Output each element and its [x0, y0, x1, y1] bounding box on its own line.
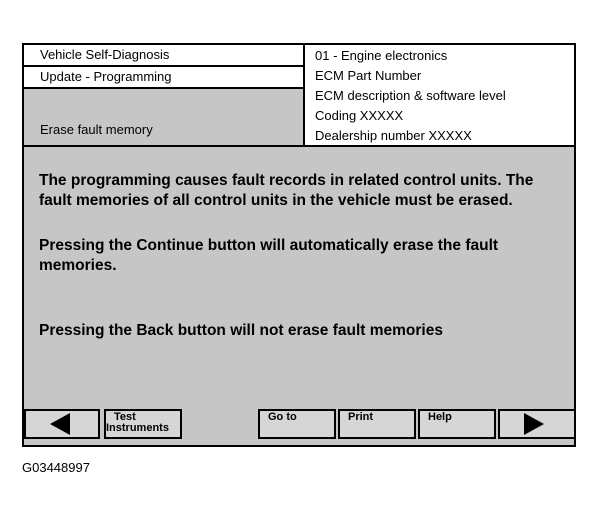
arrow-right-icon — [524, 413, 544, 435]
figure-code: G03448997 — [22, 460, 90, 475]
ecm-part-number-label: ECM Part Number — [315, 68, 422, 83]
help-button[interactable] — [418, 409, 496, 439]
nav-item-update-programming[interactable]: Update - Programming — [24, 67, 303, 89]
coding-label: Coding XXXXX — [315, 108, 404, 123]
goto-label: Go to — [268, 411, 297, 423]
vehicle-info-panel — [305, 45, 576, 145]
module-label: 01 - Engine electronics — [315, 48, 448, 63]
message-paragraph-3: Pressing the Back button will not erase fault memories — [39, 322, 443, 339]
dealership-number-label: Dealership number XXXXX — [315, 128, 472, 143]
ecm-description-label: ECM description & software level — [315, 88, 506, 103]
print-label: Print — [348, 411, 374, 423]
message-area — [24, 147, 574, 445]
test-instruments-label-line1: Test — [114, 411, 136, 423]
nav-item-label: Erase fault memory — [40, 122, 153, 137]
back-button[interactable] — [24, 409, 100, 439]
navigation-panel — [24, 45, 303, 145]
goto-button[interactable] — [258, 409, 336, 439]
forward-button[interactable] — [498, 409, 576, 439]
nav-item-erase-fault-memory[interactable] — [24, 89, 303, 145]
message-paragraph-1: The programming causes fault records in related control units. The fault memories of all control units in the vehicle must be erased. — [39, 172, 534, 209]
arrow-left-icon — [50, 413, 70, 435]
nav-item-vehicle-self-diagnosis[interactable]: Vehicle Self-Diagnosis — [24, 45, 303, 67]
help-label: Help — [428, 411, 452, 423]
test-instruments-button[interactable] — [104, 409, 182, 439]
test-instruments-label-line2: Instruments — [106, 422, 169, 434]
message-paragraph-2: Pressing the Continue button will automatically erase the fault memories. — [39, 237, 499, 274]
diagnosis-window — [22, 43, 576, 447]
print-button[interactable] — [338, 409, 416, 439]
